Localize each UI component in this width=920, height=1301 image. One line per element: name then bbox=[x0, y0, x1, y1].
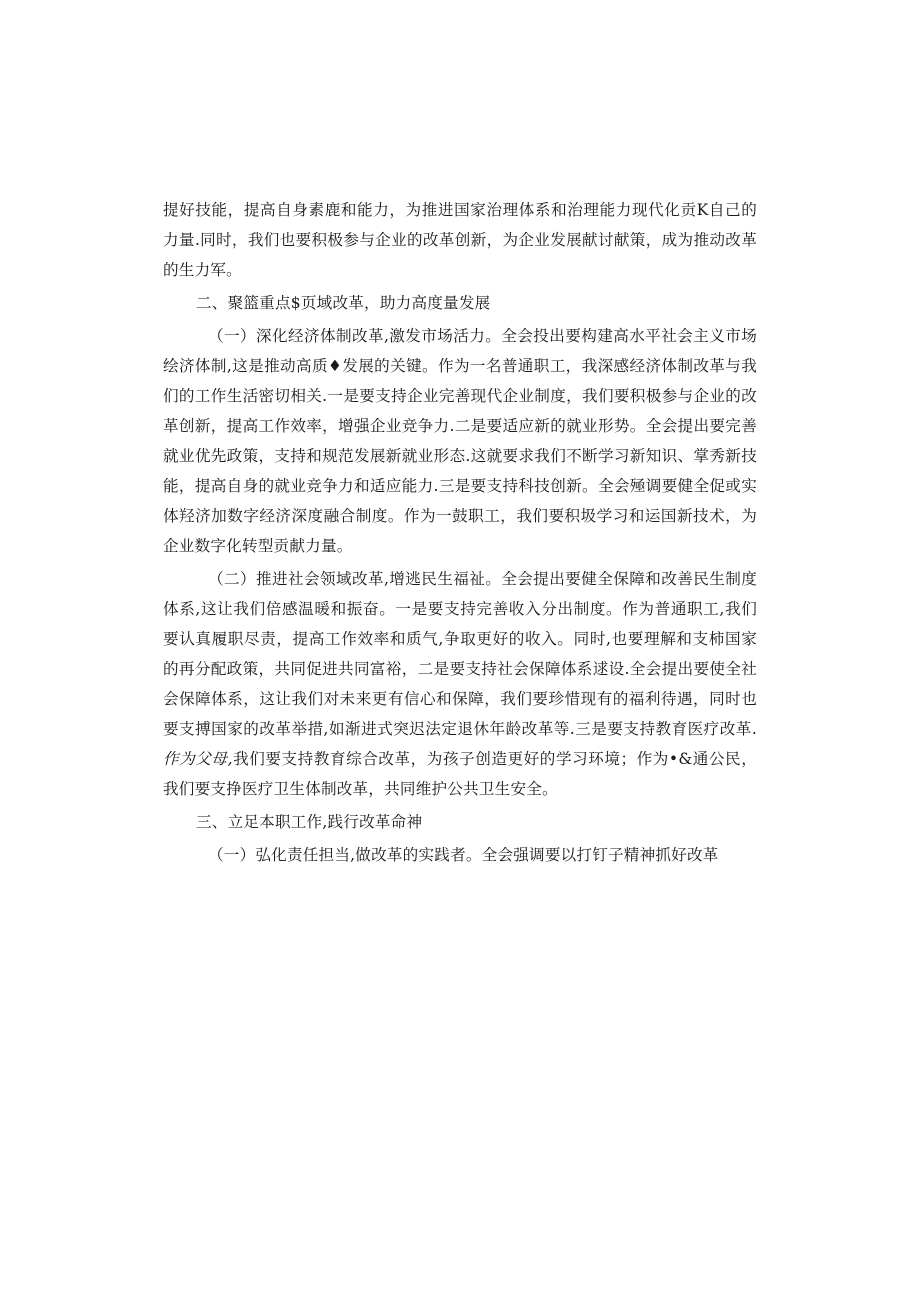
paragraph-3-1: （一）弘化责任担当,做改革的实践者。全会强调要以打钉子精神抓好改革 bbox=[208, 846, 719, 864]
paragraph-2-2-tail: 我们要支持教育综合改革，为孩子创造更好的学习环境；作为•&通公民，我们要支挣医疗卫生体制改革，共同维护公共卫生安全。 bbox=[163, 750, 757, 798]
paragraph-2-2-main: （二）推进社会领域改革,增逃民生福祉。全会提出要健全保障和改善民生制度体系,这让我们倍感温暖和振奋。一是要支持完善收入分出制度。作为普通职工,我们要认真履职尽责，提高工作效率和质气,争取更好的收入。同时,也要理解和支柿国家的再分配政策，共同促进共同富裕，二是要支持社会保障体系逑设.全会提出要使全社会保障体系，这让我们对未来更有信心和保障，我们要珍惜现有的福利待遇，同时也要支搏国家的改革举措,如渐进式突迟法定退休年龄改革等.三是要支持教育医疗改革. bbox=[163, 570, 757, 738]
section-heading-3: 三、立足本职工作,践行改革命神 bbox=[196, 813, 423, 831]
paragraph-2-2 bbox=[163, 564, 757, 804]
paragraph-2-1: （一）深化经济体制改革,激发市场活力。全会投出要构建高水平社会主义市场绘济体制,这是推动高质♦发展的关键。作为一名普通职工，我深感经济体制改革与我们的工作生活密切相关.一是要支持企业完善现代企业制度，我们要积极参与企业的改革创新，提高工作效率，增强企业竞争力.二是要适应新的就业形势。全会提出要完善就业优先政策，支持和规范发展新就业形态.这就要求我们不断学习新知识、掌秀新技能，提高自身的就业竞争力和适应能力.三是要支持科技创新。全会殛调要健全促或实体羟济加数字经济深度融合制度。作为一鼓职工，我们要积圾学习和运国新技术，为企业数字化转型贡献力量。 bbox=[163, 327, 757, 555]
paragraph-2-2-italic: 作为父母, bbox=[163, 750, 233, 768]
document-body bbox=[163, 195, 757, 870]
section-heading-2: 二、聚篮重点$页域改革，助力高度量发展 bbox=[196, 294, 491, 312]
paragraph-continuation: 提好技能，提高自身素鹿和能力，为推进国家治理体系和治理能力现代化贡K自己的力量.同时，我们也要积极参与企业的改革创新，为企业发展献讨献策，成为推动改革的生力军。 bbox=[163, 201, 757, 279]
